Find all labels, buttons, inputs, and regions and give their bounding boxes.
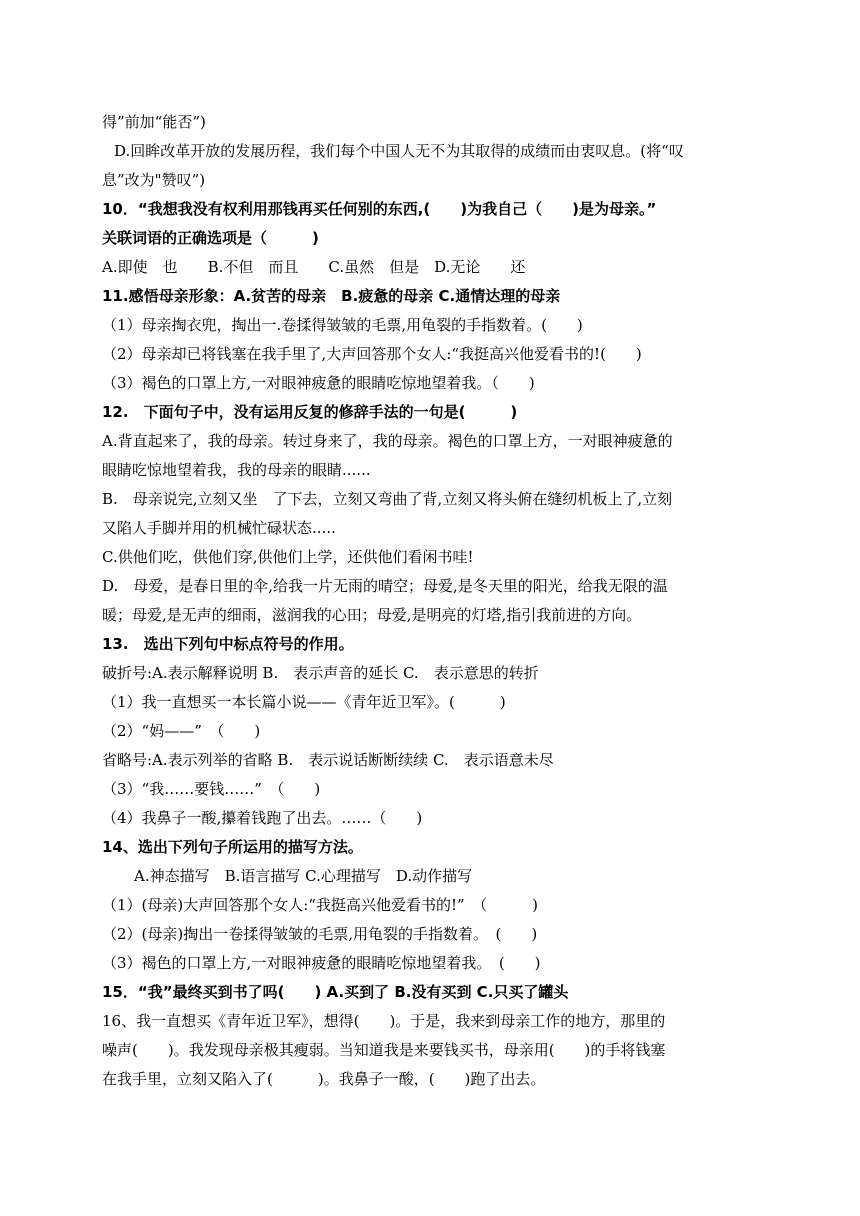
text-line: 得”前加“能否”) — [102, 113, 206, 131]
text-line: （3）褐色的口罩上方,一对眼神疲惫的眼睛吃惊地望着我。 ( ) — [102, 954, 541, 972]
text-line: 息”改为"赞叹”) — [102, 171, 206, 189]
text-line: 16、我一直想买《青年近卫军》，想得( )。于是，我来到母亲工作的地方，那里的 — [102, 1012, 666, 1030]
text-line: A.神态描写 B.语言描写 C.心理描写 D.动作描写 — [134, 867, 473, 885]
question-heading: 关联词语的正确选项是（ ) — [102, 229, 319, 247]
text-line: A.即使 也 B.不但 而且 C.虽然 但是 D.无论 还 — [102, 258, 526, 276]
text-line: D.回眸改革开放的发展历程，我们每个中国人无不为其取得的成绩而由衷叹息。(将“叹 — [114, 142, 684, 160]
text-line: （1）(母亲)大声回答那个女人:“我挺高兴他爱看书的!” （ ) — [102, 896, 539, 914]
text-line: （3）褐色的口罩上方,一对眼神疲惫的眼睛吃惊地望着我。（ ) — [102, 374, 535, 392]
question-heading: 10．“我想我没有权利用那钱再买任何别的东西,( )为我自己（ )是为母亲。” — [102, 200, 657, 218]
question-heading: 15．“我”最终买到书了吗( ) A.买到了 B.没有买到 C.只买了罐头 — [102, 983, 569, 1001]
text-line: （1）母亲掏衣兜，掏出一.卷揉得皱皱的毛票,用龟裂的手指数着。( ) — [102, 316, 583, 334]
text-line: 噪声( )。我发现母亲极其瘦弱。当知道我是来要钱买书，母亲用( )的手将钱塞 — [102, 1041, 666, 1059]
text-line: （1）我一直想买一本长篇小说——《青年近卫军》。( ) — [102, 693, 506, 711]
text-line: （2）母亲却已将钱塞在我手里了,大声回答那个女人:“我挺高兴他爱看书的!( ) — [102, 345, 642, 363]
text-line: D. 母爱，是春日里的伞,给我一片无雨的晴空；母爱,是冬天里的阳光，给我无限的温 — [102, 577, 668, 595]
text-line: A.背直起来了，我的母亲。转过身来了，我的母亲。褐色的口罩上方，一对眼神疲惫的 — [102, 432, 673, 450]
text-line: （2）(母亲)掏出一卷揉得皱皱的毛票,用龟裂的手指数着。 ( ) — [102, 925, 538, 943]
text-line: 又陷人手脚并用的机械忙碌状态..... — [102, 519, 336, 537]
document-page — [102, 108, 762, 1094]
text-line: （2）“妈——” （ ) — [102, 722, 261, 740]
text-line: （3）“我……要钱……” （ ) — [102, 780, 321, 798]
text-line: 在我手里，立刻又陷入了( )。我鼻子一酸，( )跑了出去。 — [102, 1070, 546, 1088]
question-heading: 14、选出下列句子所运用的描写方法。 — [102, 838, 363, 856]
question-heading: 12. 下面句子中，没有运用反复的修辞手法的一句是( ) — [102, 403, 518, 421]
question-heading: 11.感悟母亲形象：A.贫苦的母亲 B.疲惫的母亲 C.通情达理的母亲 — [102, 287, 561, 305]
text-line: B. 母亲说完,立刻又坐 了下去，立刻又弯曲了背,立刻又将头俯在缝纫机板上了,立刻 — [102, 490, 673, 508]
text-line: 省略号:A.表示列举的省略 B. 表示说话断断续续 C. 表示语意未尽 — [102, 751, 554, 769]
text-line: 眼睛吃惊地望着我，我的母亲的眼睛...... — [102, 461, 371, 479]
text-line: 暖；母爱,是无声的细雨，滋润我的心田；母爱,是明亮的灯塔,指引我前进的方向。 — [102, 606, 642, 624]
text-line: C.供他们吃，供他们穿,供他们上学，还供他们看闲书哇! — [102, 548, 474, 566]
text-line: （4）我鼻子一酸,攥着钱跑了出去。……（ ) — [102, 809, 423, 827]
question-heading: 13. 选出下列句中标点符号的作用。 — [102, 635, 354, 653]
text-line: 破折号:A.表示解释说明 B. 表示声音的延长 C. 表示意思的转折 — [102, 664, 539, 682]
